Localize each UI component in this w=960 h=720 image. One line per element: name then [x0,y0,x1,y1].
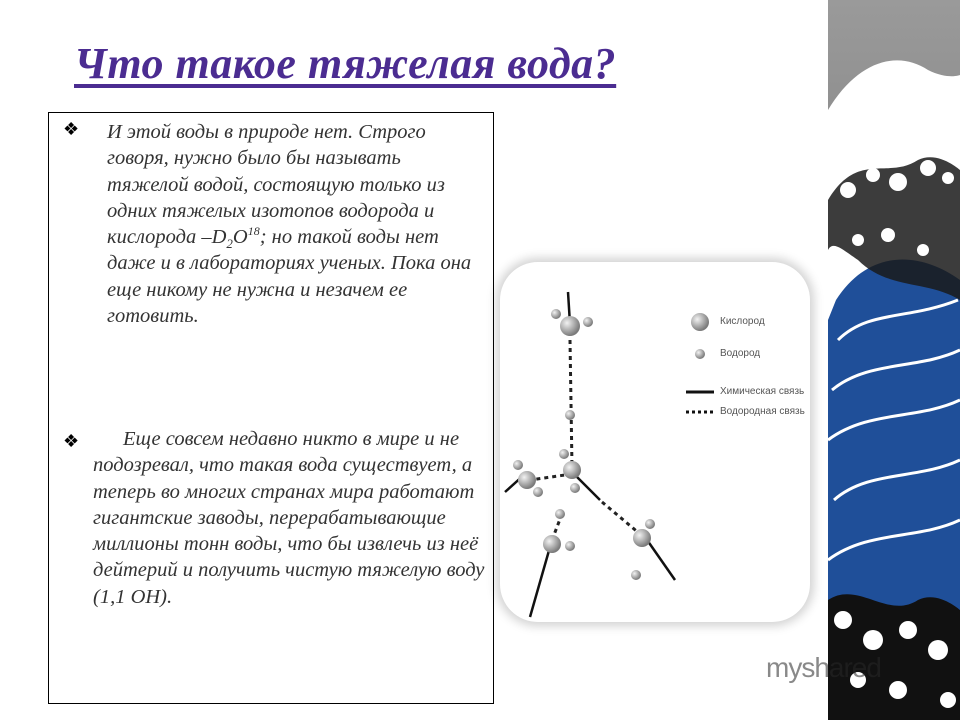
legend-hydrogen-bond: Водородная связь [720,406,805,417]
molecule-bottom-left [543,509,575,553]
watermark-logo: myshared [766,652,881,683]
paragraph-1: И этой воды в природе нет. Строго говоря, нужно было бы называть тяжелой водой, состоящую только из одних тяжелых изотопов водорода и кислорода $-D_2O^{18}$; но такой воды нет даже и в лабораториях ученых. Пока она еще никому не нужна и незачем ее готовить. [107,121,472,328]
slide-title: Что такое тяжелая вода? [74,39,617,88]
legend-hydrogen: Водород [720,348,761,359]
bullet-diamond-icon: ❖ [63,431,80,451]
molecule-center [559,449,581,493]
text-box [48,112,494,704]
paragraph-2: Еще совсем недавно никто в мире и не подозревал, что такая вода существует, а теперь во многих странах мира работают гигантские заводы, перерабатывающие миллионы тонн воды, что бы извлечь из неё дейтерий и получить чистую тяжелую воду (1,1 ОН). [93,428,485,608]
water-molecule-diagram [500,262,810,622]
legend-symbols [686,313,714,412]
legend-oxygen: Кислород [720,316,765,327]
legend-chemical-bond: Химическая связь [720,386,805,397]
bullet-diamond-icon: ❖ [63,119,80,139]
wave-decoration [828,0,960,720]
molecule-top [551,309,593,420]
